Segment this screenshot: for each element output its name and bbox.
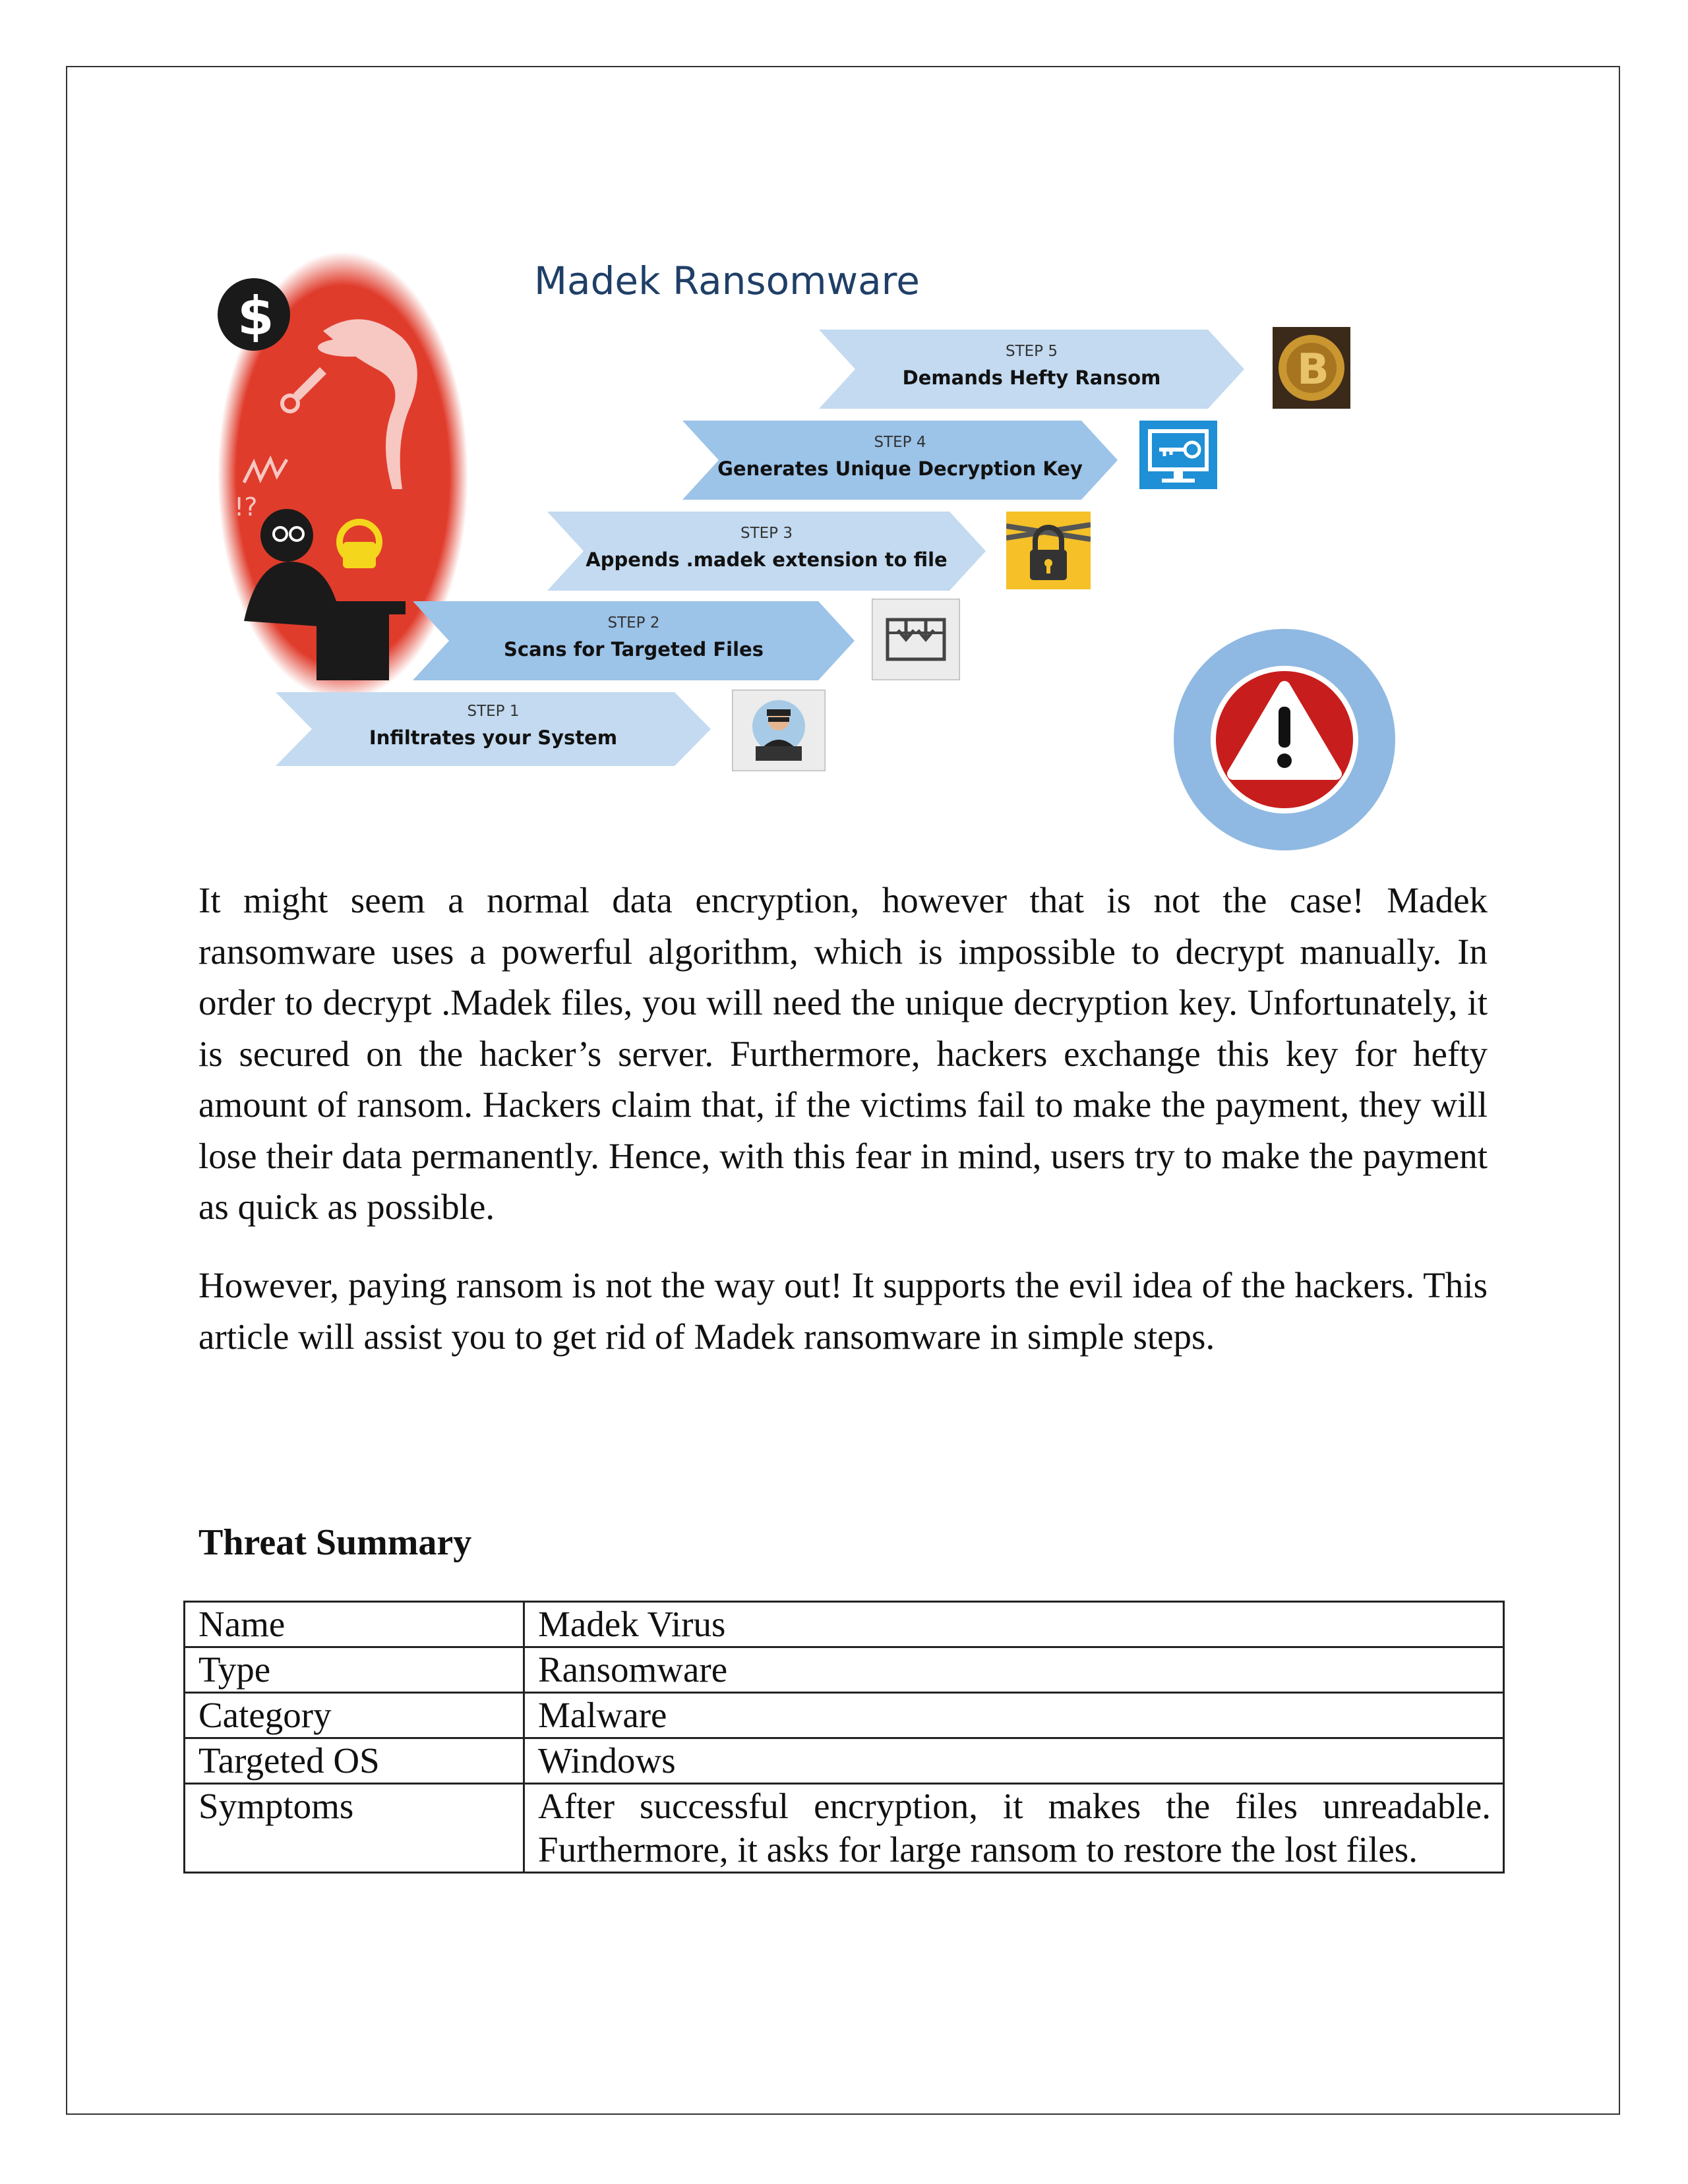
table-row bbox=[185, 1693, 1504, 1738]
hacker-icon bbox=[732, 690, 826, 771]
row-label: Category bbox=[185, 1693, 524, 1738]
step-2-label: Scans for Targeted Files bbox=[504, 638, 764, 661]
table-row bbox=[185, 1647, 1504, 1693]
scan-files-icon bbox=[872, 599, 960, 680]
paragraph-advice: However, paying ransom is not the way out! It supports the evil idea of the hackers. This article will assist you to get rid of Madek ransomware in simple steps. bbox=[198, 1265, 1488, 1357]
row-value: Madek Virus bbox=[524, 1602, 1504, 1647]
svg-text:!?: !? bbox=[234, 492, 258, 521]
step-4-number: STEP 4 bbox=[874, 434, 926, 451]
step-4 bbox=[682, 421, 1118, 500]
step-1-number: STEP 1 bbox=[467, 703, 520, 720]
table-row bbox=[185, 1738, 1504, 1784]
step-3 bbox=[547, 512, 986, 591]
step-5-number: STEP 5 bbox=[1006, 343, 1058, 360]
padlock-icon bbox=[1006, 512, 1091, 589]
infographic bbox=[218, 244, 1431, 864]
step-2-number: STEP 2 bbox=[607, 614, 660, 632]
table-row bbox=[185, 1784, 1504, 1873]
threat-summary-heading: Threat Summary bbox=[198, 1522, 472, 1563]
warning-icon bbox=[1172, 628, 1397, 852]
step-4-label: Generates Unique Decryption Key bbox=[717, 457, 1083, 480]
step-5-label: Demands Hefty Ransom bbox=[902, 367, 1161, 389]
table-row bbox=[185, 1602, 1504, 1647]
row-label: Targeted OS bbox=[185, 1738, 524, 1784]
row-value: Ransomware bbox=[524, 1647, 1504, 1693]
row-value: Malware bbox=[524, 1693, 1504, 1738]
threat-summary-table bbox=[183, 1601, 1505, 1874]
key-monitor-icon bbox=[1139, 421, 1217, 489]
row-value: After successful encryption, it makes the files unreadable. Furthermore, it asks for large ransom to restore the lost files. bbox=[524, 1784, 1504, 1873]
step-2 bbox=[413, 601, 855, 680]
infographic-title: Madek Ransomware bbox=[534, 258, 920, 303]
step-1-label: Infiltrates your System bbox=[369, 726, 618, 749]
row-label: Name bbox=[185, 1602, 524, 1647]
step-3-label: Appends .madek extension to file bbox=[586, 548, 948, 571]
svg-text:B: B bbox=[1297, 345, 1329, 394]
row-value: Windows bbox=[524, 1738, 1504, 1784]
step-3-number: STEP 3 bbox=[740, 525, 793, 542]
svg-text:$: $ bbox=[237, 285, 274, 347]
step-1 bbox=[276, 692, 711, 766]
bitcoin-icon bbox=[1273, 327, 1350, 409]
row-label: Symptoms bbox=[185, 1784, 524, 1873]
row-label: Type bbox=[185, 1647, 524, 1693]
step-5 bbox=[819, 330, 1244, 409]
paragraph-intro: It might seem a normal data encryption, however that is not the case! Madek ransomware uses a powerful algorithm, which is impossible to decrypt manually. In order to decrypt .Madek files, you will need the unique decryption key. Unfortunately, it is secured on the hacker’s server. Furthermore, hackers exchange this key for hefty amount of ransom. Hackers claim that, if the victims fail to make the payment, they will lose their data permanently. Hence, with this fear in mind, users try to make the payment as quick as possible. bbox=[198, 880, 1488, 1227]
